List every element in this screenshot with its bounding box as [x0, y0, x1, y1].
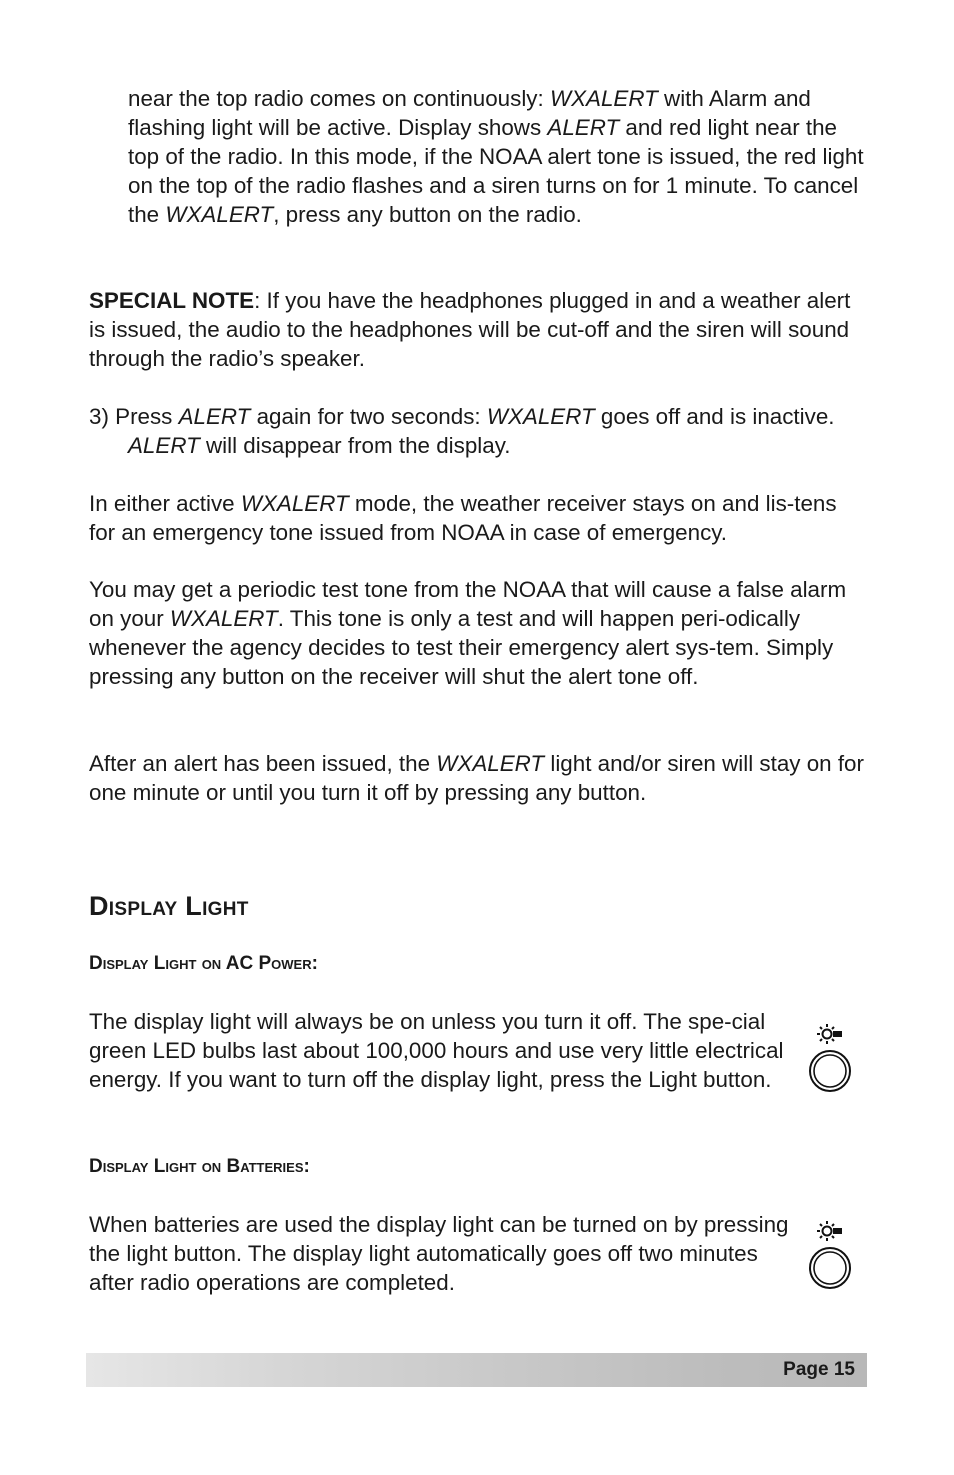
text-run: In either active — [89, 491, 241, 516]
para-ac-power: The display light will always be on unless you turn it off. The spe-cial green LED bulbs last about 100,000 hours and use very little electrical energy. If you want to turn off the display light, press the Light button. — [89, 1009, 784, 1092]
light-button-icon — [806, 1219, 856, 1291]
footer-bar — [86, 1353, 867, 1387]
light-button-icon — [806, 1022, 856, 1094]
term-wxalert: WXALERT — [549, 86, 658, 111]
subheading-batteries: Display Light on Batteries: — [89, 1156, 310, 1177]
term-alert: ALERT — [128, 433, 200, 458]
para-test-tone — [89, 575, 865, 691]
section-heading-display-light: Display Light — [89, 891, 249, 921]
text-run: mode, the weather receiver stays on and lis-tens for an emergency tone issued from NOAA in case of emergency. — [89, 491, 837, 545]
text-run: . This tone is only a test and will happen peri-odically whenever the agency decides to test their emergency alert sys-tem. Simply pressing any button on the receiver will shut the alert tone off. — [89, 606, 834, 689]
special-note-text: : If you have the headphones plugged in and a weather alert is issued, the audio to the headphones will be cut-off and the siren will sound through the radio’s speaker. — [89, 288, 851, 371]
step-3 — [89, 402, 904, 460]
term-wxalert: WXALERT — [240, 491, 349, 516]
para-either-mode — [89, 489, 865, 547]
term-wxalert: WXALERT — [169, 606, 278, 631]
text-run: , press any button on the radio. — [273, 202, 582, 227]
term-wxalert: WXALERT — [486, 404, 595, 429]
text-run: goes off and is inactive. — [594, 404, 835, 429]
special-note-label: SPECIAL NOTE — [89, 288, 255, 313]
term-wxalert: WXALERT — [165, 202, 274, 227]
subheading-ac-power: Display Light on AC Power: — [89, 953, 318, 974]
step-number: 3) Press — [89, 404, 179, 429]
text-run: and red light near the top of the radio. In this mode, if the NOAA alert tone is issued, the red light on the top of the radio flashes and a siren turns on for 1 minute. To cancel the — [128, 115, 864, 227]
text-run: light and/or siren will stay on for one minute or until you turn it off by pressing any button. — [89, 751, 864, 805]
text-run: near the top radio comes on continuously: — [128, 86, 550, 111]
special-note — [89, 286, 865, 373]
para-batteries: When batteries are used the display light can be turned on by pressing the light button. The display light automatically goes off two minutes after radio operations are completed. — [89, 1212, 789, 1295]
term-alert: ALERT — [178, 404, 251, 429]
text-run: You may get a periodic test tone from the NOAA that will cause a false alarm on your — [89, 577, 847, 631]
para-after-alert — [89, 749, 865, 807]
para-wxalert-continuous — [128, 84, 868, 229]
page-number: Page 15 — [783, 1359, 855, 1380]
text-run: will disappear from the display. — [199, 433, 511, 458]
text-run: with Alarm and flashing light will be active. Display shows — [128, 86, 811, 140]
term-wxalert: WXALERT — [436, 751, 545, 776]
text-run: again for two seconds: — [250, 404, 487, 429]
term-alert: ALERT — [547, 115, 620, 140]
text-run: After an alert has been issued, the — [89, 751, 437, 776]
